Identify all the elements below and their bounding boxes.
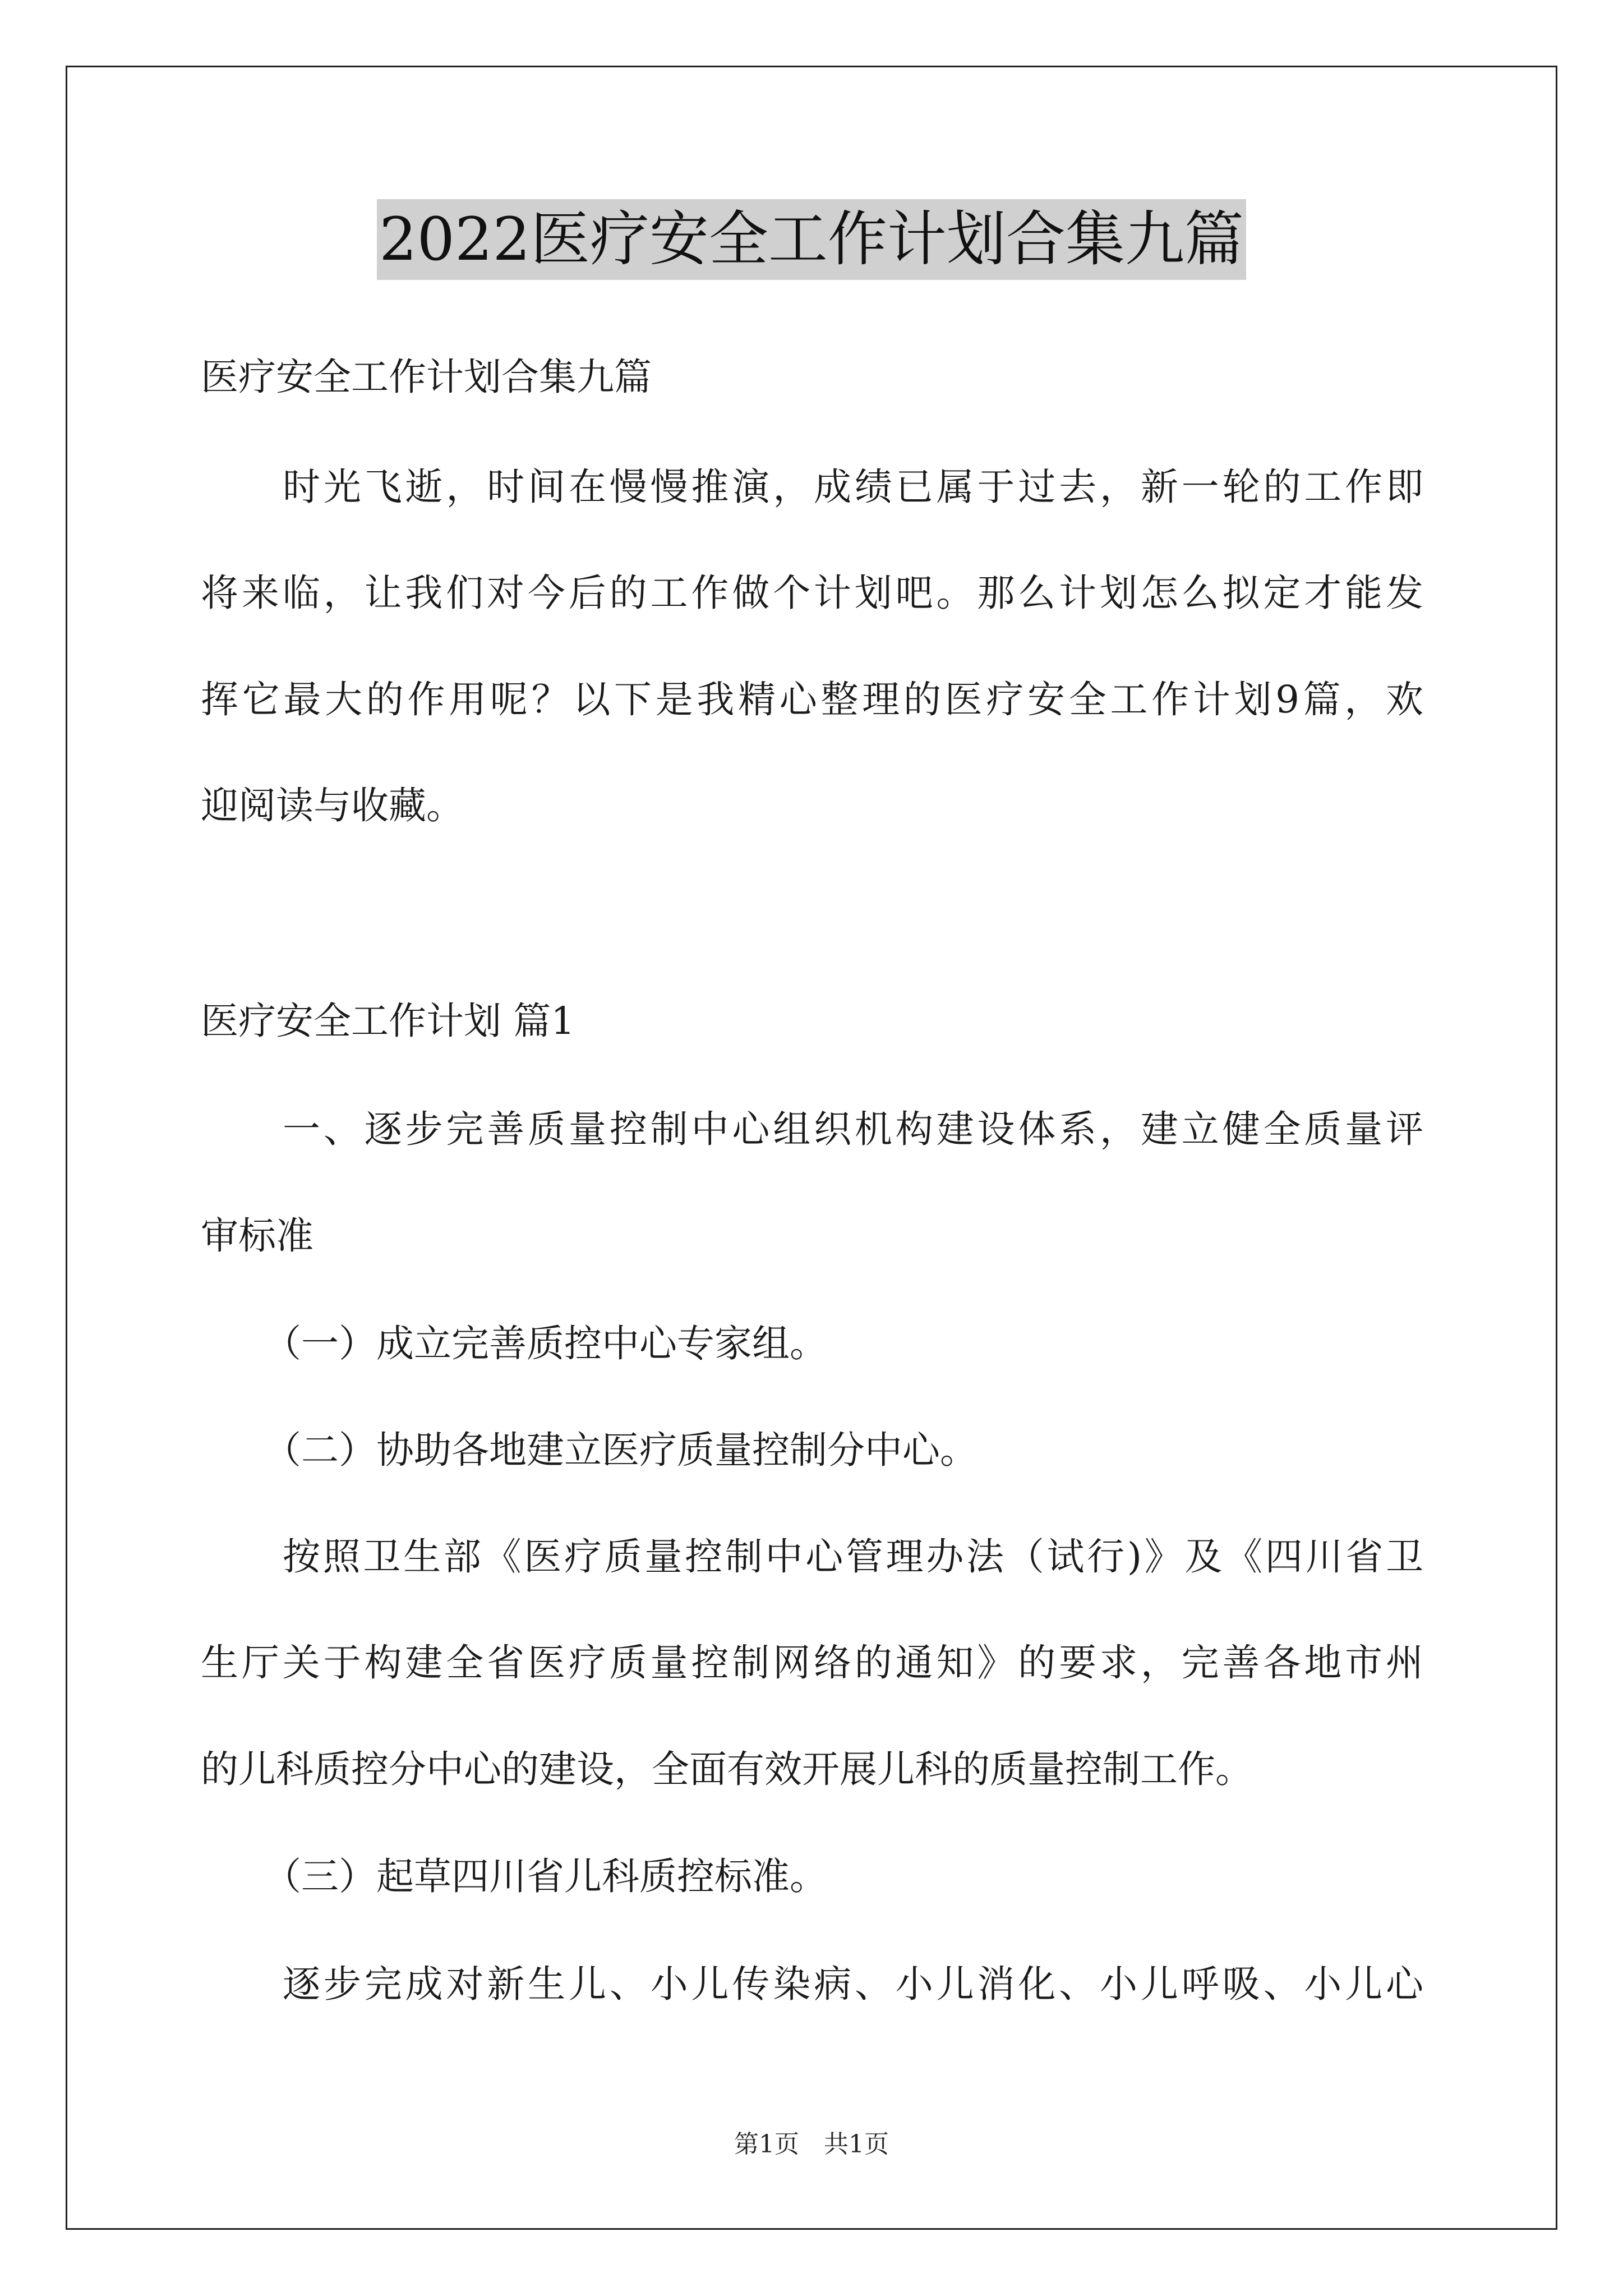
paragraph-line: （一）成立完善质控中心专家组。 — [264, 1322, 827, 1365]
title-container — [0, 199, 1623, 280]
paragraph-line: 生厅关于构建全省医疗质量控制网络的通知》的要求，完善各地市州 — [201, 1641, 1423, 1685]
paragraph-line: （二）协助各地建立医疗质量控制分中心。 — [264, 1428, 978, 1472]
paragraph-line: 按照卫生部《医疗质量控制中心管理办法（试行)》及《四川省卫 — [283, 1535, 1423, 1579]
paragraph-line: 迎阅读与收藏。 — [201, 784, 464, 827]
paragraph-line: 逐步完成对新生儿、小儿传染病、小儿消化、小儿呼吸、小儿心 — [283, 1962, 1423, 2006]
section-heading: 医疗安全工作计划 篇1 — [201, 999, 575, 1043]
paragraph-line: 的儿科质控分中心的建设，全面有效开展儿科的质量控制工作。 — [201, 1747, 1253, 1791]
paragraph-line: 审标准 — [201, 1214, 313, 1258]
page-footer: 第1页 共1页 — [734, 2130, 889, 2159]
paragraph-line: 时光飞逝，时间在慢慢推演，成绩已属于过去，新一轮的工作即 — [283, 465, 1423, 509]
document-title: 2022医疗安全工作计划合集九篇 — [377, 199, 1246, 280]
paragraph-line: 挥它最大的作用呢？以下是我精心整理的医疗安全工作计划9篇，欢 — [201, 678, 1423, 721]
subtitle-line: 医疗安全工作计划合集九篇 — [201, 355, 652, 399]
paragraph-line: （三）起草四川省儿科质控标准。 — [264, 1855, 827, 1898]
paragraph-line: 一、逐步完善质量控制中心组织机构建设体系，建立健全质量评 — [283, 1107, 1423, 1151]
paragraph-line: 将来临，让我们对今后的工作做个计划吧。那么计划怎么拟定才能发 — [201, 571, 1423, 615]
